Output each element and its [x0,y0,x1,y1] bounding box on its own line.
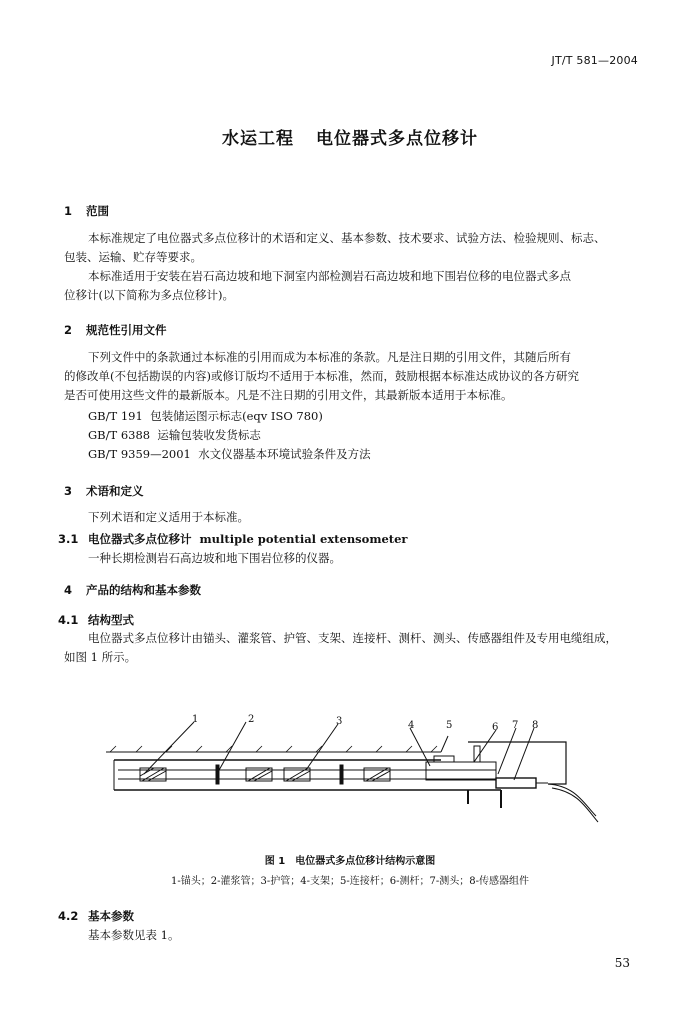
cable [552,788,598,822]
label-1-leader [144,722,194,774]
section-3-heading: 3 术语和定义 [64,484,144,498]
label-2-leader [218,722,246,772]
section-4-2-body: 基本参数见表 1。 [88,928,180,942]
support [340,765,343,784]
label-4: 4 [408,720,415,731]
section-4-1-body [64,629,660,667]
figure-caption: 图 1 电位器式多点位移计结构示意图 [264,856,436,867]
label-3: 3 [336,716,343,727]
standard-code: JT/T 581—2004 [551,54,638,67]
connecting-rod-block [434,756,454,762]
section-4-heading: 4 产品的结构和基本参数 [64,583,201,597]
sensor-assembly [496,778,536,788]
ground-hatching [110,746,437,752]
reference-item: GB/T 9359—2001 水文仪器基本环境试验条件及方法 [88,447,371,461]
section-2-heading: 2 规范性引用文件 [64,323,167,337]
s1-para2-line2: 位移计(以下简称为多点位移计)。 [64,288,234,302]
s41-line2: 如图 1 所示。 [64,650,137,664]
title-part-2: 电位器式多点位移计 [316,129,478,149]
label-8-leader [514,728,534,780]
reference-list [88,407,648,464]
section-1-body [64,229,654,305]
term-3-1-definition: 一种长期检测岩石高边坡和地下围岩位移的仪器。 [88,551,341,565]
page-number: 53 [614,956,630,970]
section-4-1-heading: 4.1 结构型式 [58,613,134,627]
label-6: 6 [492,722,499,733]
support [216,765,219,784]
s41-line1: 电位器式多点位移计由锚头、灌浆管、护管、支架、连接杆、测杆、测头、传感器组件及专用电缆组成， [88,631,617,645]
extensometer-structure-diagram [96,712,616,832]
term-3-1-heading: 3.1 电位器式多点位移计 multiple potential extensometer [58,532,408,546]
reference-item: GB/T 191 包装储运图示标志(eqv ISO 780) [88,409,323,423]
label-7: 7 [512,720,519,731]
section-2-body [64,348,656,405]
s2-para-line2: 的修改单(不包括勘误的内容)或修订版均不适用于本标准，然而，鼓励根据本标准达成协议的各方研究 [64,369,579,383]
s2-para-line1: 下列文件中的条款通过本标准的引用而成为本标准的条款。凡是注日期的引用文件，其随后所有 [88,350,571,364]
reference-item: GB/T 6388 运输包装收发货标志 [88,428,261,442]
label-3-leader [306,724,338,770]
section-4-2-heading: 4.2 基本参数 [58,909,134,923]
s1-para2-line1: 本标准适用于安装在岩石高边坡和地下洞室内部检测岩石高边坡和地下围岩位移的电位器式多点 [88,269,571,283]
label-1: 1 [192,714,199,725]
measuring-head-block [426,762,496,780]
label-8: 8 [532,720,539,731]
s1-para1-line1: 本标准规定了电位器式多点位移计的术语和定义、基本参数、技术要求、试验方法、检验规则、标志、 [88,231,606,245]
s3-intro: 下列术语和定义适用于本标准。 [88,510,249,524]
title-part-1: 水运工程 [222,129,294,149]
s1-para1-line2: 包装、运输、贮存等要求。 [64,250,202,264]
label-5-stem [441,736,448,752]
label-7-leader [498,728,516,774]
section-1-heading: 1 范围 [64,204,109,218]
document-title [0,124,700,149]
figure-legend: 1-锚头；2-灌浆管；3-护管；4-支架；5-连接杆；6-测杆；7-测头；8-传感器组件 [171,876,529,887]
label-5: 5 [446,720,453,731]
s2-para-line3: 是否可使用这些文件的最新版本。凡是不注日期的引用文件，其最新版本适用于本标准。 [64,388,513,402]
label-2: 2 [248,714,255,725]
